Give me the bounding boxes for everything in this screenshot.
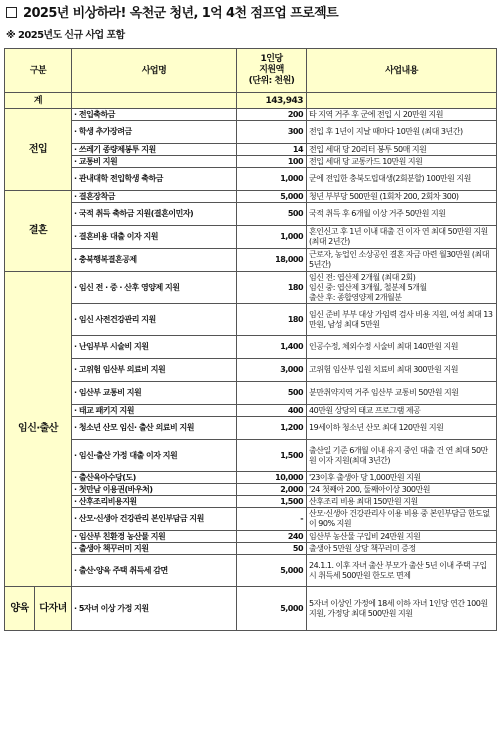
program-content: 인공수정, 체외수정 시술비 최대 140만원 지원 [307,336,497,359]
subcategory-label: 다자녀 [35,587,72,631]
program-amount: 180 [237,304,307,336]
table-row [5,508,497,531]
table-row [5,382,497,405]
program-amount: 1,500 [237,496,307,508]
program-name: · 결혼비용 대출 이자 지원 [72,226,237,249]
program-amount: 1,000 [237,226,307,249]
title-text: 2025년 비상하라! 옥천군 청년, 1억 4천 점프업 프로젝트 [23,6,339,21]
program-content: 청년 부부당 500만원 (1회차 200, 2회차 300) [307,191,497,203]
program-content: 임신 준비 부부 대상 가임력 검사 비용 지원, 여성 최대 13만원, 남성 최대 5만원 [307,304,497,336]
program-amount: 1,500 [237,440,307,472]
program-amount: 3,000 [237,359,307,382]
program-name: · 전입축하금 [72,109,237,121]
program-amount: 1,000 [237,168,307,191]
program-name: · 결혼장착금 [72,191,237,203]
program-content: '23이후 출생아 당 1,000만원 지원 [307,472,497,484]
header-content: 사업내용 [307,49,497,93]
program-name: · 출산·양육 주택 취득세 감면 [72,555,237,587]
header-category: 구분 [5,49,72,93]
program-content: 임신 전: 엽산제 2개월 (최대 2회) 임신 중: 엽산제 3개월, 철분제 5개월 출산 후: 종합영양제 2개월분 [307,272,497,304]
program-amount: 200 [237,109,307,121]
program-name: · 학생 추가장려금 [72,121,237,144]
table-row [5,226,497,249]
program-amount: 5,000 [237,587,307,631]
program-amount: 1,200 [237,417,307,440]
table-row [5,417,497,440]
program-content: 근로자, 농업인 소상공인 결혼 자금 마련 월30만원 (최대 5년간) [307,249,497,272]
table-row [5,203,497,226]
program-amount: 300 [237,121,307,144]
program-name: · 산후조리비용지원 [72,496,237,508]
program-content: 군에 전입한 충북도립대생(2회분할) 100만원 지원 [307,168,497,191]
program-amount: 400 [237,405,307,417]
table-row [5,168,497,191]
program-amount: 5,000 [237,191,307,203]
program-content: 분만취약지역 거주 임산부 교통비 50만원 지원 [307,382,497,405]
program-name: · 관내대학 전입학생 축하금 [72,168,237,191]
program-name: · 출산육아수당(도) [72,472,237,484]
program-name: · 임산부 교통비 지원 [72,382,237,405]
table-row [5,156,497,168]
table-row [5,191,497,203]
category-label: 양육 [5,587,35,631]
total-row [5,93,497,109]
program-name: · 출생아 책꾸러미 지원 [72,543,237,555]
program-content: 타 지역 거주 후 군에 전입 시 20만원 지원 [307,109,497,121]
program-content: 출산일 기준 6개월 이내 유지 중인 대출 건 연 최대 50만원 이자 지원(최대 3년간) [307,440,497,472]
table-row [5,496,497,508]
program-content: 전입 세대 당 교통카드 10만원 지원 [307,156,497,168]
program-amount: 500 [237,203,307,226]
program-name: · 쓰레기 종량제봉투 지원 [72,144,237,156]
program-name: · 임신 전 · 중 · 산후 영양제 지원 [72,272,237,304]
program-content: 40만원 상당의 태교 프로그램 제공 [307,405,497,417]
program-content: 임산부 농산물 구입비 24만원 지원 [307,531,497,543]
table-row [5,440,497,472]
program-content: 24.1.1. 이후 자녀 출산 부모가 출산 5년 이내 주택 구입 시 취득세 500만원 한도로 면제 [307,555,497,587]
table-row [5,121,497,144]
program-content: 고위험 임산부 입원 치료비 최대 300만원 지원 [307,359,497,382]
program-content: 혼인신고 후 1년 이내 대출 건 이자 연 최대 50만원 지원 (최대 2년간) [307,226,497,249]
header-name: 사업명 [72,49,237,93]
table-row [5,587,497,631]
program-name: · 태교 패키지 지원 [72,405,237,417]
program-name: · 임산부 친환경 농산물 지원 [72,531,237,543]
program-content: 국적 취득 후 6개월 이상 거주 50만원 지원 [307,203,497,226]
table-row [5,304,497,336]
program-content: 출생아 5만원 상당 책꾸러미 증정 [307,543,497,555]
program-table [4,48,497,631]
program-amount: 5,000 [237,555,307,587]
program-amount: 14 [237,144,307,156]
total-amount: 143,943 [237,93,307,109]
program-content: 5자녀 이상인 가정에 18세 이하 자녀 1인당 연간 100원 지원, 가정당 최대 500만원 지원 [307,587,497,631]
checkbox-icon [6,7,17,18]
table-row [5,555,497,587]
program-amount: 180 [237,272,307,304]
program-amount: 10,000 [237,472,307,484]
program-name: · 교통비 지원 [72,156,237,168]
table-body [5,93,497,631]
program-content: 전입 후 1년이 지날 때마다 10만원 (최대 3년간) [307,121,497,144]
program-name: · 산모·신생아 건강관리 본인부담금 지원 [72,508,237,531]
program-content: 산모·신생아 건강관리사 이용 비용 중 본인부담금 한도없이 90% 지원 [307,508,497,531]
program-name: · 충북행복결혼공제 [72,249,237,272]
page-title [6,2,338,21]
table-row [5,249,497,272]
program-amount: - [237,508,307,531]
category-label: 결혼 [5,191,72,272]
program-amount: 50 [237,543,307,555]
program-name: · 난임부부 시술비 지원 [72,336,237,359]
table-row [5,336,497,359]
program-name: · 고위험 임산부 의료비 지원 [72,359,237,382]
program-amount: 240 [237,531,307,543]
program-amount: 1,400 [237,336,307,359]
program-amount: 100 [237,156,307,168]
table-row [5,405,497,417]
page-subtitle: ※ 2025년도 신규 사업 포함 [6,30,125,41]
program-amount: 2,000 [237,484,307,496]
program-name: · 임신·출산 가정 대출 이자 지원 [72,440,237,472]
program-content: '24 첫째아 200, 둘째아이상 300만원 [307,484,497,496]
table-row [5,531,497,543]
table-row [5,359,497,382]
program-content: 산후조리 비용 최대 150만원 지원 [307,496,497,508]
program-name: · 국적 취득 축하금 지원(결혼이민자) [72,203,237,226]
total-label: 계 [5,93,72,109]
program-content: 전입 세대 당 20리터 봉투 50매 지원 [307,144,497,156]
program-name: · 첫만남 이용권(바우처) [72,484,237,496]
category-label: 임신·출산 [5,272,72,587]
program-amount: 500 [237,382,307,405]
category-label: 전입 [5,109,72,191]
total-name-cell [72,93,237,109]
program-name: · 5자녀 이상 가정 지원 [72,587,237,631]
header-amount: 1인당 지원액 (단위: 천원) [237,49,307,93]
program-name: · 청소년 산모 임신· 출산 의료비 지원 [72,417,237,440]
table-row [5,272,497,304]
program-name: · 임신 사전건강관리 지원 [72,304,237,336]
table-row [5,543,497,555]
table-row [5,109,497,121]
table-row [5,484,497,496]
table-row [5,472,497,484]
table-row [5,144,497,156]
total-content-cell [307,93,497,109]
program-amount: 18,000 [237,249,307,272]
program-content: 19세이하 청소년 산모 최대 120만원 지원 [307,417,497,440]
